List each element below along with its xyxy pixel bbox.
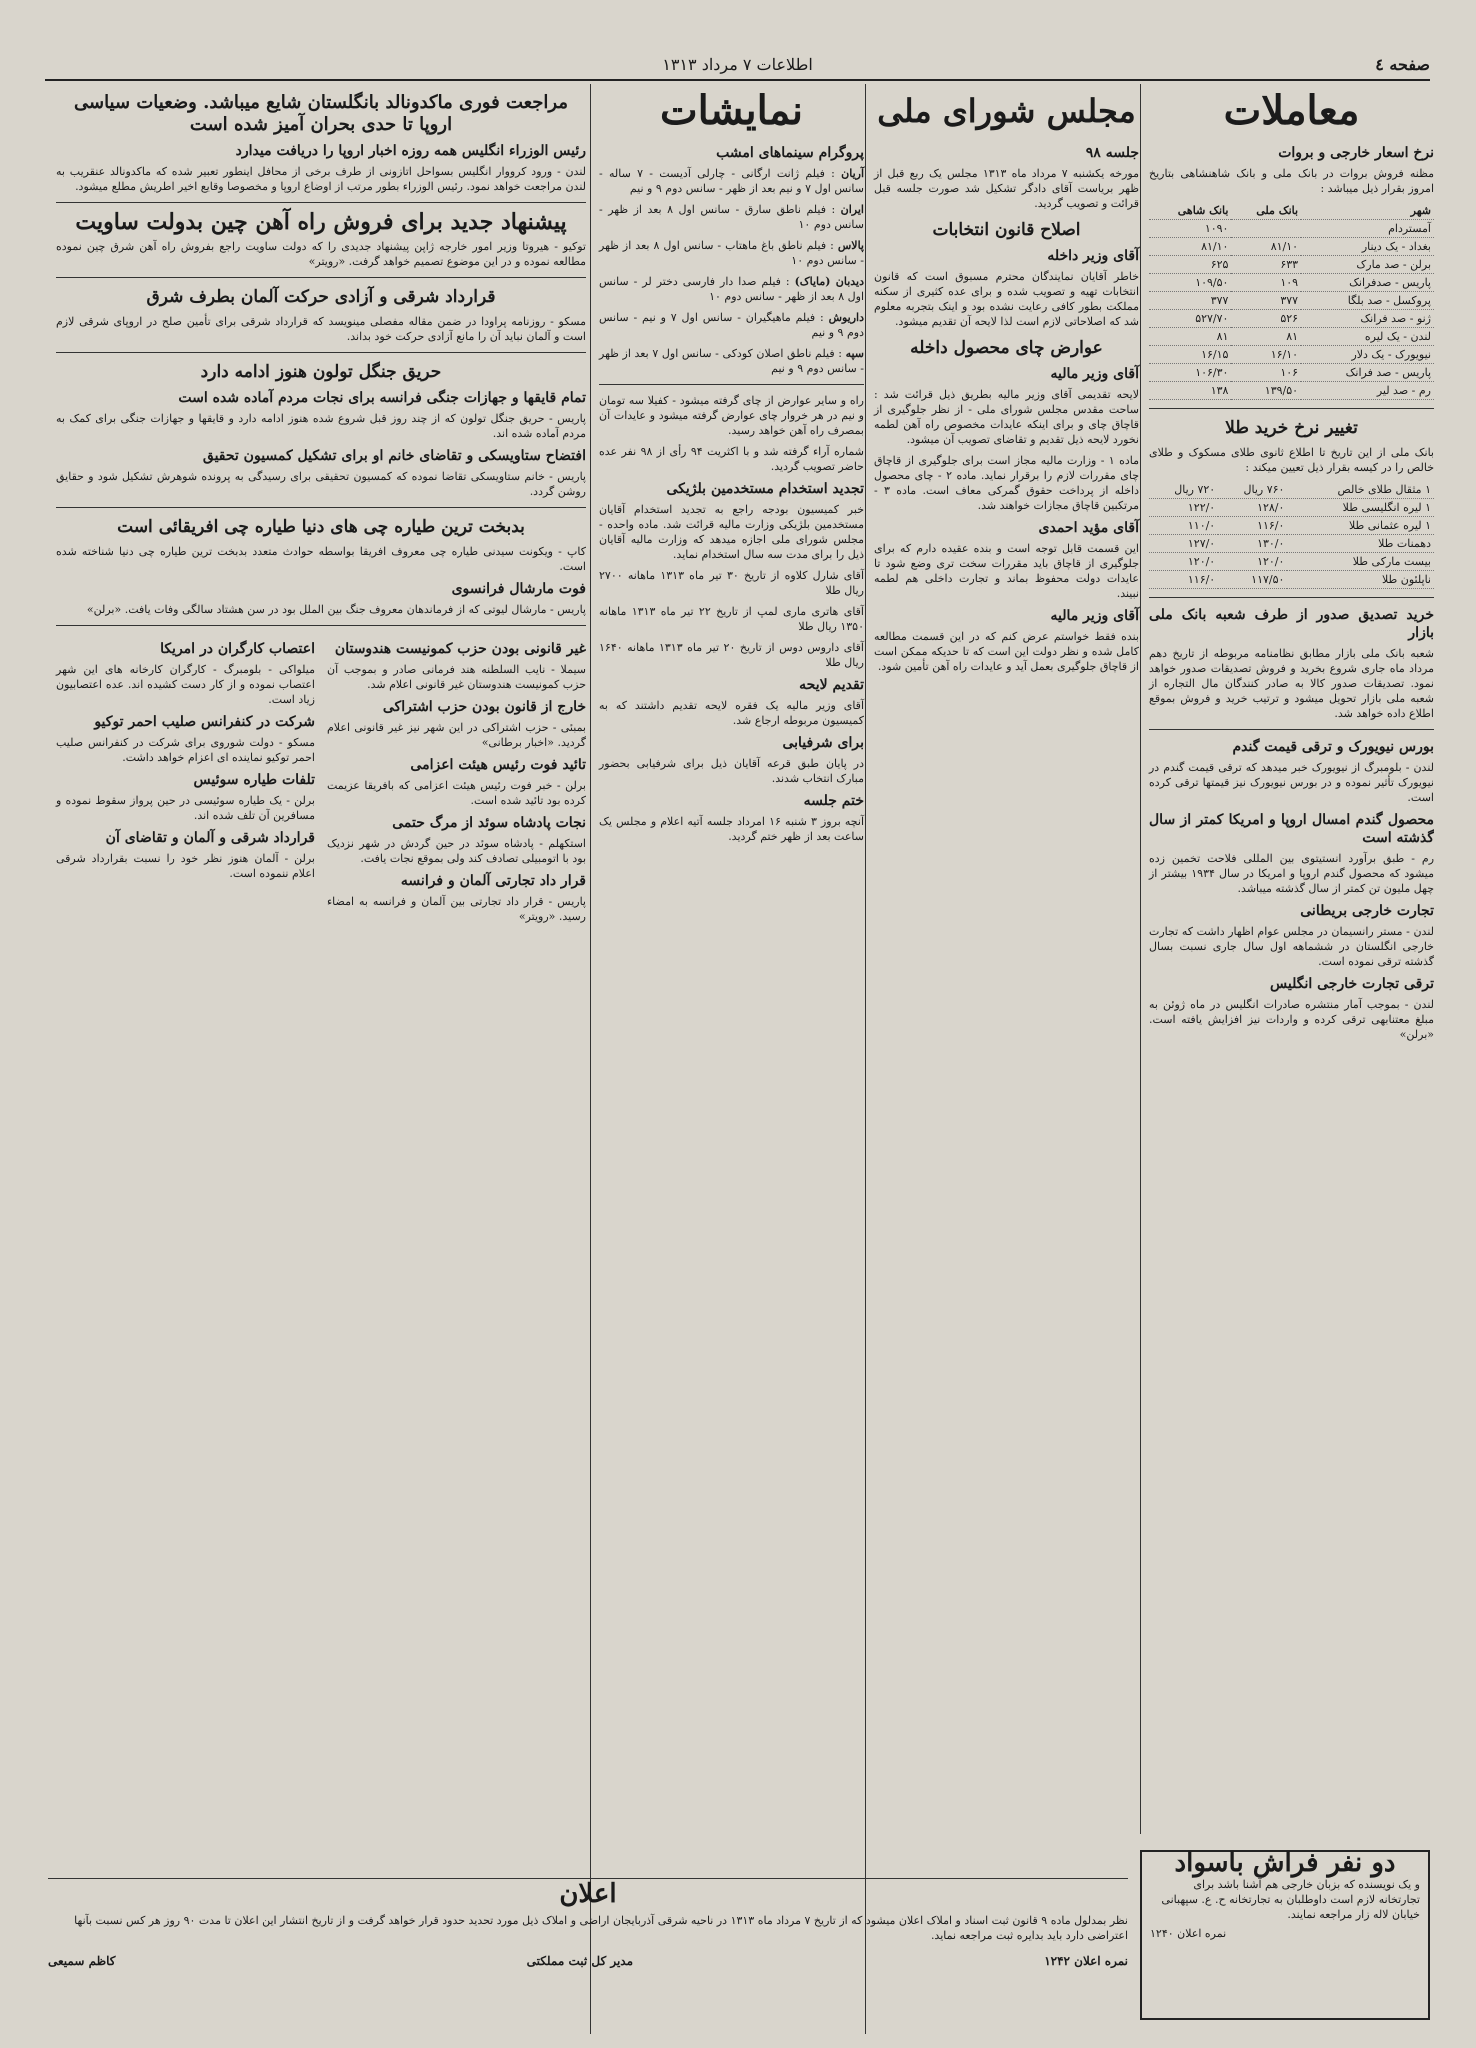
crop-title: محصول گندم امسال اروپا و امریکا کمتر از سال گذشته است <box>1149 812 1434 846</box>
text-communist: سیملا - نایب السلطنه هند فرمانی صادر و بموجب آن حزب کمونیست هندوستان غیر قانونی اعلام شد. <box>327 663 586 691</box>
rates-table <box>1149 202 1434 400</box>
ad-box <box>1140 1850 1430 2020</box>
rates-cell: پروکسل - صد بلگا <box>1301 292 1434 310</box>
gold-cell: ۱۳۰/۰ <box>1218 535 1287 553</box>
divider <box>56 277 586 278</box>
program-title: پروگرام سینماهای امشب <box>716 145 864 161</box>
divider <box>56 507 586 508</box>
rates-row <box>1149 220 1434 238</box>
rates-row <box>1149 310 1434 328</box>
text-budget: آقای وزیر مالیه یک فقره لایحه تقدیم داشتند که به کمیسیون مربوطه ارجاع شد. <box>599 699 864 727</box>
rates-cell: لندن - یک لیره <box>1301 328 1434 346</box>
heading-ceremony: برای شرفیابی <box>782 735 864 751</box>
rates-cell: بغداد - یک دینار <box>1301 238 1434 256</box>
notice-signature-row <box>48 1954 1128 1969</box>
rates-cell: ۵۲۶ <box>1231 310 1301 328</box>
gold-cell: ۷۶۰ ریال <box>1218 481 1287 499</box>
text-king: استکهلم - پادشاه سوئد در حین گردش در شهر نزدیک بود با اتومبیلی تصادف کند ولی بموقع نجات یافت. <box>327 837 586 865</box>
cinema-entry: داریوش : فیلم ماهیگیران - سانس اول ۷ و نیم - سانس دوم ۹ و نیم <box>599 311 865 339</box>
divider <box>599 384 864 385</box>
heading-communist: غیر قانونی بودن حزب کمونیست هندوستان <box>334 641 586 657</box>
cinema-entry: دیدبان (مایاک) : فیلم صدا دار فارسی دختر لر - سانس اول ۸ بعد از ظهر - سانس دوم ۱۰ <box>599 275 864 303</box>
rates-cell: ۸۱/۱۰ <box>1149 238 1231 256</box>
rates-cell: ۳۷۷ <box>1231 292 1301 310</box>
ad-title: دو نفر فراش باسواد <box>1174 1848 1396 1878</box>
rates-header: بانک ملی <box>1231 202 1301 220</box>
rates-title: نرخ اسعار خارجی و بروات <box>1278 145 1434 161</box>
rates-cell: ۱۳۸ <box>1149 382 1231 400</box>
trade-title: تجارت خارجی بریطانی <box>1300 903 1434 919</box>
rates-row <box>1149 346 1434 364</box>
heading-end: ختم جلسه <box>803 793 864 809</box>
heading-ahmadi: آقای مؤید احمدی <box>1038 520 1139 536</box>
column-transactions <box>1140 84 1434 1834</box>
rates-cell: ۵۲۷/۷۰ <box>1149 310 1231 328</box>
heading-agreement: قرارداد شرقی و آلمان و تقاضای آن <box>105 830 315 846</box>
text-death: برلن - خبر فوت رئیس هیئت اعزامی که بافریقا عزیمت کرده بود تائید شده است. <box>327 779 586 807</box>
page-number: صفحه ٤ <box>1375 55 1430 74</box>
gold-cell: ۱ لیره انگلیسی طلا <box>1287 499 1434 517</box>
cinema-entry: آریان : فیلم ژانت ارگانی - چارلی آدیست - ۷ ساله - سانس اول ۷ و نیم بعد از ظهر - سانس دوم ۹ و نیم <box>599 167 864 195</box>
text-workers: میلواکی - بلومبرگ - کارگران کارخانه های این شهر اعتصاب نموده و از کار دست کشیده اند. عده اعتصابیون زیاد است. <box>56 663 315 706</box>
text-ceremony: در پایان طبق قرعه آقایان ذیل برای شرفیابی بحضور مبارک انتخاب شدند. <box>599 757 864 785</box>
rates-cell <box>1231 220 1301 238</box>
cinema-name: آریان <box>841 167 864 180</box>
rates-row <box>1149 274 1434 292</box>
session-intro: مورخه یکشنبه ۷ مرداد ماه ۱۳۱۳ مجلس یک ربع قبل از ظهر بریاست آقای دادگر تشکیل شد صورت جلسه قبل قرائت و تصویب گردید. <box>874 167 1140 210</box>
gold-cell: ۱۲۲/۰ <box>1149 499 1218 517</box>
salary-item: آقای داروس دوس از تاریخ ۲۰ تیر ماه ۱۳۱۳ ماهانه ۱۶۴۰ ریال طلا <box>599 641 864 669</box>
text-continuation: راه و سایر عوارض از چای گرفته میشود - کفیلا سه تومان و نیم در هر خروار چای عوارض گرفته میشود و عایدات آن بمصرف راه آهن خواهد رسید. <box>599 394 864 437</box>
notice-number: نمره اعلان ۱۲۴۲ <box>1044 1954 1128 1968</box>
heading-tea: عوارض چای محصول داخله <box>910 338 1103 358</box>
gold-cell: ۱۲۷/۰ <box>1149 535 1218 553</box>
heading-airplane: تلفات طیاره سوئیس <box>193 772 315 788</box>
heading-france: قرار داد تجارتی آلمان و فرانسه <box>400 873 586 889</box>
page-header <box>45 55 1430 81</box>
rates-cell: آمستردام <box>1301 220 1434 238</box>
rates-cell: پاریس - صد فرانک <box>1301 364 1434 382</box>
heading-finance: آقای وزیر مالیه <box>1050 366 1139 382</box>
text-forest: پاریس - حریق جنگل تولون که از چند روز قبل شروع شده هنوز ادامه دارد و قایقها و جهازات جنگی برای کمک به مردم آماده شده اند. <box>56 412 586 440</box>
heading-ships: تمام قایقها و جهازات جنگی فرانسه برای نجات مردم آماده شده است <box>178 390 586 406</box>
cinema-name: پالاس <box>837 239 864 252</box>
gold-cell: ۱۱۶/۰ <box>1149 571 1218 589</box>
rates-cell: برلن - صد مارک <box>1301 256 1434 274</box>
news-subcolumn-left <box>56 634 315 930</box>
text-tea: لایحه تقدیمی آقای وزیر مالیه بطریق ذیل قرائت شد : ساحت مقدس مجلس شورای ملی - از نظر جلوگیری از قاچاق چای و برای اینکه عایدات مخصوص راه آهن لطمه نخورد لایحه ذیل تقدیم و تقاضای تصویب آن میشود. <box>874 388 1139 446</box>
trade-text: لندن - مستر رانسیمان در مجلس عوام اظهار داشت که تجارت خارجی انگلستان در ششماهه اول سال جاری نسبت بسال گذشته ترقی نموده است. <box>1149 925 1434 968</box>
trade2-title: ترقی تجارت خارجی انگلیس <box>1270 976 1434 992</box>
rates-row <box>1149 238 1434 256</box>
salary-item: آقای شارل کلاوه از تاریخ ۳۰ تیر ماه ۱۳۱۳ ماهانه ۲۷۰۰ ریال طلا <box>599 569 864 597</box>
heading-death: تائید فوت رئیس هیئت اعزامی <box>410 757 586 773</box>
gold-row <box>1149 481 1434 499</box>
gold-cell: ۱ مثقال طلای خالص <box>1287 481 1434 499</box>
gold-cell: ۱۲۰/۰ <box>1149 553 1218 571</box>
rates-cell: ژنو - صد فرانک <box>1301 310 1434 328</box>
rates-cell: ۱۰۹/۵۰ <box>1149 274 1231 292</box>
gold-row <box>1149 517 1434 535</box>
crop-text: رم - طبق برآورد انستیتوی بین المللی فلاحت تخمین زده میشود که محصول گندم اروپا و امریکا در سال ۱۹۳۴ بیشتر از چهل ملیون تن کمتر از سال گذشته میباشد. <box>1149 852 1434 895</box>
divider <box>56 352 586 353</box>
heading-pm: رئیس الوزراء انگلیس همه روزه اخبار اروپا را دریافت میدارد <box>235 143 586 159</box>
text-east: مسکو - روزنامه پراودا در ضمن مقاله مفصلی مینویسد که قرارداد شرقی برای تأمین صلح در اروپای شرقی لازم است و آلمان نباید آن را مانع آزادی حرکت خود بداند. <box>56 315 586 343</box>
trade2-text: لندن - بموجب آمار منتشره صادرات انگلیس در ماه ژوئن به مبلغ معتنابهی ترقی کرده و واردات نیز افزایش یافته است. «برلن» <box>1149 998 1434 1041</box>
rates-row <box>1149 256 1434 274</box>
gold-title: تغییر نرخ خرید طلا <box>1225 418 1358 438</box>
column-shows <box>590 84 872 2034</box>
heading-budget: تقدیم لایحه <box>799 677 864 693</box>
ad-number: نمره اعلان ۱۲۴۰ <box>1150 1927 1227 1940</box>
text-pilot: کاپ - ویکونت سیدنی طیاره چی معروف افریقا بواسطه حوادث متعدد بدبخت ترین طیاره چی دنیا شناخته شده است. <box>56 545 586 573</box>
text-socialist: بمبئی - حزب اشتراکی در این شهر نیز غیر قانونی اعلام گردید. «اخبار برطانی» <box>327 721 586 749</box>
wheat-text: لندن - بلومبرگ از نیویورک خبر میدهد که ترقی قیمت گندم در نیویورک تأثیر نموده و در بورس نیویورک نیز قیمتها ترقی کرده است. <box>1149 761 1434 804</box>
rates-cell: ۸۱/۱۰ <box>1231 238 1301 256</box>
column-parliament <box>865 84 1147 2034</box>
heading-workers: اعتصاب کارگران در امریکا <box>160 641 315 657</box>
rates-cell: ۱۶/۱۵ <box>1149 346 1231 364</box>
rates-cell: ۸۱ <box>1231 328 1301 346</box>
wheat-title: بورس نیویورک و ترقی قیمت گندم <box>1232 739 1434 755</box>
divider <box>56 202 586 203</box>
heading-king: نجات پادشاه سوئد از مرگ حتمی <box>392 815 586 831</box>
text-articles: ماده ۱ - وزارت مالیه مجاز است برای جلوگیری از قاچاق چای مقررات لازم را برقرار نماید. ماده ۲ - چای محصول داخله از پرداخت حقوق گمرکی معاف است. ماده ۳ - مرتکبین قاچاق مجازات خواهند شد. <box>874 454 1139 512</box>
heading-socialist: خارج از قانون بودن حزب اشتراکی <box>382 699 586 715</box>
rates-cell: رم - صد لیر <box>1301 382 1434 400</box>
branch-title: خرید تصدیق صدور از طرف شعبه بانک ملی بازار <box>1149 607 1434 641</box>
heading-stavisky: افتضاح ستاویسکی و تقاضای خانم او برای تشکیل کمسیون تحقیق <box>202 448 586 464</box>
text-end: آنچه بروز ۳ شنبه ۱۶ امرداد جلسه آتیه اعلام و مجلس یک ساعت بعد از ظهر ختم گردید. <box>599 815 864 843</box>
rates-cell: ۱۰۶/۳۰ <box>1149 364 1231 382</box>
rates-row <box>1149 292 1434 310</box>
news-two-columns <box>56 634 586 930</box>
cinema-text: فیلم ژانت ارگانی - چارلی آدیست - ۷ ساله - سانس اول ۷ و نیم بعد از ظهر - سانس دوم ۹ و نیم <box>599 167 864 195</box>
notice-title: اعلان <box>559 1879 617 1909</box>
text-stavisky: پاریس - خانم ستاویسکی تقاضا نموده که کمسیون تحقیقی برای رسیدگی به پرونده شوهرش تشکیل شود و حقایق روشن گردد. <box>56 470 586 498</box>
gold-cell: ۱۲۰/۰ <box>1218 553 1287 571</box>
rates-cell: ۶۳۳ <box>1231 256 1301 274</box>
divider <box>1149 597 1434 598</box>
gold-cell: بیست مارکی طلا <box>1287 553 1434 571</box>
rates-cell: نیویورک - یک دلار <box>1301 346 1434 364</box>
heading-employ: تجدید استخدام مستخدمین بلژیکی <box>666 481 864 497</box>
rates-intro: مظنه فروش بروات در بانک ملی و بانک شاهنشاهی بتاریخ امروز بقرار ذیل میباشد : <box>1149 167 1434 195</box>
rates-cell: ۱۳۹/۵۰ <box>1231 382 1301 400</box>
cinema-name: ایران <box>840 203 864 216</box>
ad-text: و یک نویسنده که بزبان خارجی هم آشنا باشد برای تجارتخانه لازم است داوطلبان به تجارتخانه ح. ع. سپهبانی خیابان لاله زار مراجعه نمایند. <box>1161 1878 1420 1921</box>
cinema-name: داریوش <box>828 311 865 324</box>
rates-header: شهر <box>1301 202 1434 220</box>
gold-cell: ۷۲۰ ریال <box>1149 481 1218 499</box>
heading-rail: پیشنهاد جدید برای فروش راه آهن چین بدولت ساویت <box>75 209 567 235</box>
rates-cell: ۱۰۹۰ <box>1149 220 1231 238</box>
text-marshal: پاریس - مارشال لیوتی که از فرماندهان معروف جنگ بین الملل بود در سن هشتاد سالگی وفات یافت. «برلن» <box>86 603 586 616</box>
cinema-name: دیدبان (مایاک) <box>794 275 864 288</box>
rates-row <box>1149 364 1434 382</box>
issue-line: اطلاعات ۷ مرداد ۱۳۱۳ <box>662 55 813 74</box>
notice-office: مدیر کل ثبت مملکتی <box>526 1954 634 1968</box>
rates-cell: ۱۶/۱۰ <box>1231 346 1301 364</box>
section-title-parliament: مجلس شورای ملی <box>877 92 1136 130</box>
gold-row <box>1149 571 1434 589</box>
column-news <box>48 84 594 1864</box>
text-finance2: بنده فقط خواستم عرض کنم که در این قسمت مطالعه کامل شده و نظر دولت این است که تا حدیکه ممکن است از قاچاق جلوگیری بعمل آید و عایدات راه آهن تأمین شود. <box>874 630 1139 673</box>
text-rail: توکیو - هیروتا وزیر امور خارجه ژاپن پیشنهاد جدیدی را که دولت ساویت راجع بفروش راه آهن شرق چین نموده مطالعه نموده و در این موضوع تصمیم خواهد گرفت. «رویتر» <box>56 240 586 268</box>
gold-cell: دهمنات طلا <box>1287 535 1434 553</box>
rates-cell: ۶۲۵ <box>1149 256 1231 274</box>
cinema-entry: پالاس : فیلم ناطق باغ ماهتاب - سانس اول ۸ بعد از ظهر - سانس دوم ۱۰ <box>599 239 864 267</box>
heading-marshal: فوت مارشال فرانسوی <box>451 581 586 597</box>
section-title-shows: نمایشات <box>659 87 804 134</box>
cinema-text: فیلم ناطق باغ ماهتاب - سانس اول ۸ بعد از ظهر - سانس دوم ۱۰ <box>599 239 864 267</box>
cinema-entry: سپه : فیلم ناطق اصلان کودکی - سانس اول ۷ بعد از ظهر - سانس دوم ۹ و نیم <box>599 347 864 375</box>
heading-interior: آقای وزیر داخله <box>1047 248 1139 264</box>
rates-cell: پاریس - صدفرانک <box>1301 274 1434 292</box>
text-redcross: مسکو - دولت شوروی برای شرکت در کنفرانس صلیب احمر توکیو نماینده ای اعزام خواهد داشت. <box>56 736 315 764</box>
rates-cell: ۳۷۷ <box>1149 292 1231 310</box>
gold-cell: ۱۱۷/۵۰ <box>1218 571 1287 589</box>
branch-text: شعبه بانک ملی بازار مطابق نظامنامه مربوطه از تاریخ دهم مرداد ماه جاری شروع بخرید و فروش تصدیقات صدور خواهد نمود. تصدیقات صدور کالا به صادر کنندگان مال التجاره از شعبه ملی بازار تحویل میشود و ترتیب خرید و فروش بموقع اطلاع داده خواهد شد. <box>1149 647 1434 720</box>
notice-text: نظر بمدلول ماده ۹ قانون ثبت اسناد و املاک اعلان میشود که از تاریخ ۷ مرداد ماه ۱۳۱۳ در ناحیه شرقی آذربایجان اراضی و املاک ذیل مورد تحدید حدود قرار خواهد گرفت و از تاریخ انتشار این اعلان تا مدت ۹۰ روز هر کس نسبت بآنها اعتراضی دارد باید بدایره ثبت مراجعه نماید. <box>74 1914 1128 1942</box>
gold-cell: ۱۱۶/۰ <box>1218 517 1287 535</box>
gold-cell: ناپلئون طلا <box>1287 571 1434 589</box>
gold-row <box>1149 499 1434 517</box>
notice-box <box>48 1870 1128 2020</box>
gold-text: بانک ملی از این تاریخ تا اطلاع ثانوی طلای مسکوک و طلای خالص را در کیسه بقرار ذیل تعیین میکند : <box>1149 446 1434 474</box>
cinema-text: فیلم ناطق اصلان کودکی - سانس اول ۷ بعد از ظهر - سانس دوم ۹ و نیم <box>599 347 864 375</box>
section-title-transactions: معاملات <box>1223 87 1360 134</box>
heading-pilot: بدبخت ترین طیاره چی های دنیا طیاره چی افریقائی است <box>117 517 525 537</box>
rates-cell: ۱۰۶ <box>1231 364 1301 382</box>
cinema-text: فیلم صدا دار فارسی دختر لر - سانس اول ۸ بعد از ظهر - سانس دوم ۱۰ <box>599 275 864 303</box>
divider <box>56 625 586 626</box>
news-top-head: مراجعت فوری ماکدونالد بانگلستان شایع میباشد. وضعیات سیاسی اروپا تا حدی بحران آمیز شده است <box>73 92 568 135</box>
gold-table <box>1149 481 1434 589</box>
text-ahmadi: این قسمت قابل توجه است و بنده عقیده دارم که برای جلوگیری از قاچاق باید مقررات سخت تری وضع شود تا عایدات دولت محفوظ بماند و تجارت داخلی هم لطمه نبیند. <box>874 542 1139 600</box>
text-agreement: برلن - آلمان هنوز نظر خود را نسبت بقرارداد شرقی اعلام ننموده است. <box>56 852 315 880</box>
cinema-entry: ایران : فیلم ناطق سارق - سانس اول ۸ بعد از ظهر - سانس دوم ۱۰ <box>599 203 864 231</box>
rates-header: بانک شاهی <box>1149 202 1231 220</box>
text-pm: لندن - ورود کرووار انگلیس بسواحل اتازونی از طرف برخی از محافل اینطور تعبیر شده که ماکدونالد عنقریب به لندن مراجعت خواهد نمود. رئیس الوزراء بطور مرتب از اوضاع اروپا و مخصوصا وقایع اخیر اطریش مطلع میشود. <box>56 165 586 193</box>
gold-cell: ۱۱۰/۰ <box>1149 517 1218 535</box>
gold-row <box>1149 553 1434 571</box>
heading-redcross: شرکت در کنفرانس صلیب احمر توکیو <box>94 714 315 730</box>
news-subcolumn-right <box>327 634 586 930</box>
heading-election: اصلاح قانون انتخابات <box>932 220 1081 240</box>
rates-cell: ۱۰۹ <box>1231 274 1301 292</box>
text-france: پاریس - قرار داد تجارتی بین آلمان و فرانسه به امضاء رسید. «رویتر» <box>327 895 586 923</box>
rates-cell: ۸۱ <box>1149 328 1231 346</box>
text-vote: شماره آراء گرفته شد و با اکثریت ۹۴ رأی از ۹۸ نفر عده حاضر تصویب گردید. <box>599 445 864 473</box>
divider <box>1149 729 1434 730</box>
text-airplane: برلن - یک طیاره سوئیسی در حین پرواز سقوط نموده و مسافرین آن تلف شده اند. <box>56 794 315 822</box>
gold-cell: ۱۲۸/۰ <box>1218 499 1287 517</box>
text-interior: خاطر آقایان نمایندگان محترم مسبوق است که قانون انتخابات تهیه و تصویب شده و برای عده کثیری از سکنه مملکت بطور کافی رعایت نشده بود و اینک بتجربه معلوم شد که اصلاحاتی لازم است لذا لایحه آن تقدیم میشود. <box>874 270 1139 328</box>
gold-cell: ۱ لیره عثمانی طلا <box>1287 517 1434 535</box>
rates-row <box>1149 328 1434 346</box>
cinema-text: فیلم ماهیگیران - سانس اول ۷ و نیم - سانس دوم ۹ و نیم <box>599 311 864 339</box>
heading-finance2: آقای وزیر مالیه <box>1050 608 1139 624</box>
heading-forest: حریق جنگل تولون هنوز ادامه دارد <box>200 362 442 382</box>
cinema-name: سپه <box>845 347 864 360</box>
salary-item: آقای هاتری ماری لمپ از تاریخ ۲۲ تیر ماه ۱۳۱۳ ماهانه ۱۳۵۰ ریال طلا <box>599 605 864 633</box>
heading-east: قرارداد شرقی و آزادی حرکت آلمان بطرف شرق <box>146 287 496 307</box>
text-employ: خبر کمیسیون بودجه راجع به تجدید استخدام آقایان مستخدمین بلژیکی وزارت مالیه قرائت شد. ماده واحده - مجلس شورای ملی اجازه میدهد که وزارت مالیه آقایان ذیل را برای مدت سه سال استخدام نماید. <box>599 503 864 561</box>
divider <box>1149 408 1434 409</box>
notice-signer: کاظم سمیعی <box>48 1954 116 1968</box>
cinema-text: فیلم ناطق سارق - سانس اول ۸ بعد از ظهر - سانس دوم ۱۰ <box>599 203 864 231</box>
gold-row <box>1149 535 1434 553</box>
session-number: جلسه ۹۸ <box>1085 145 1139 161</box>
rates-row <box>1149 382 1434 400</box>
